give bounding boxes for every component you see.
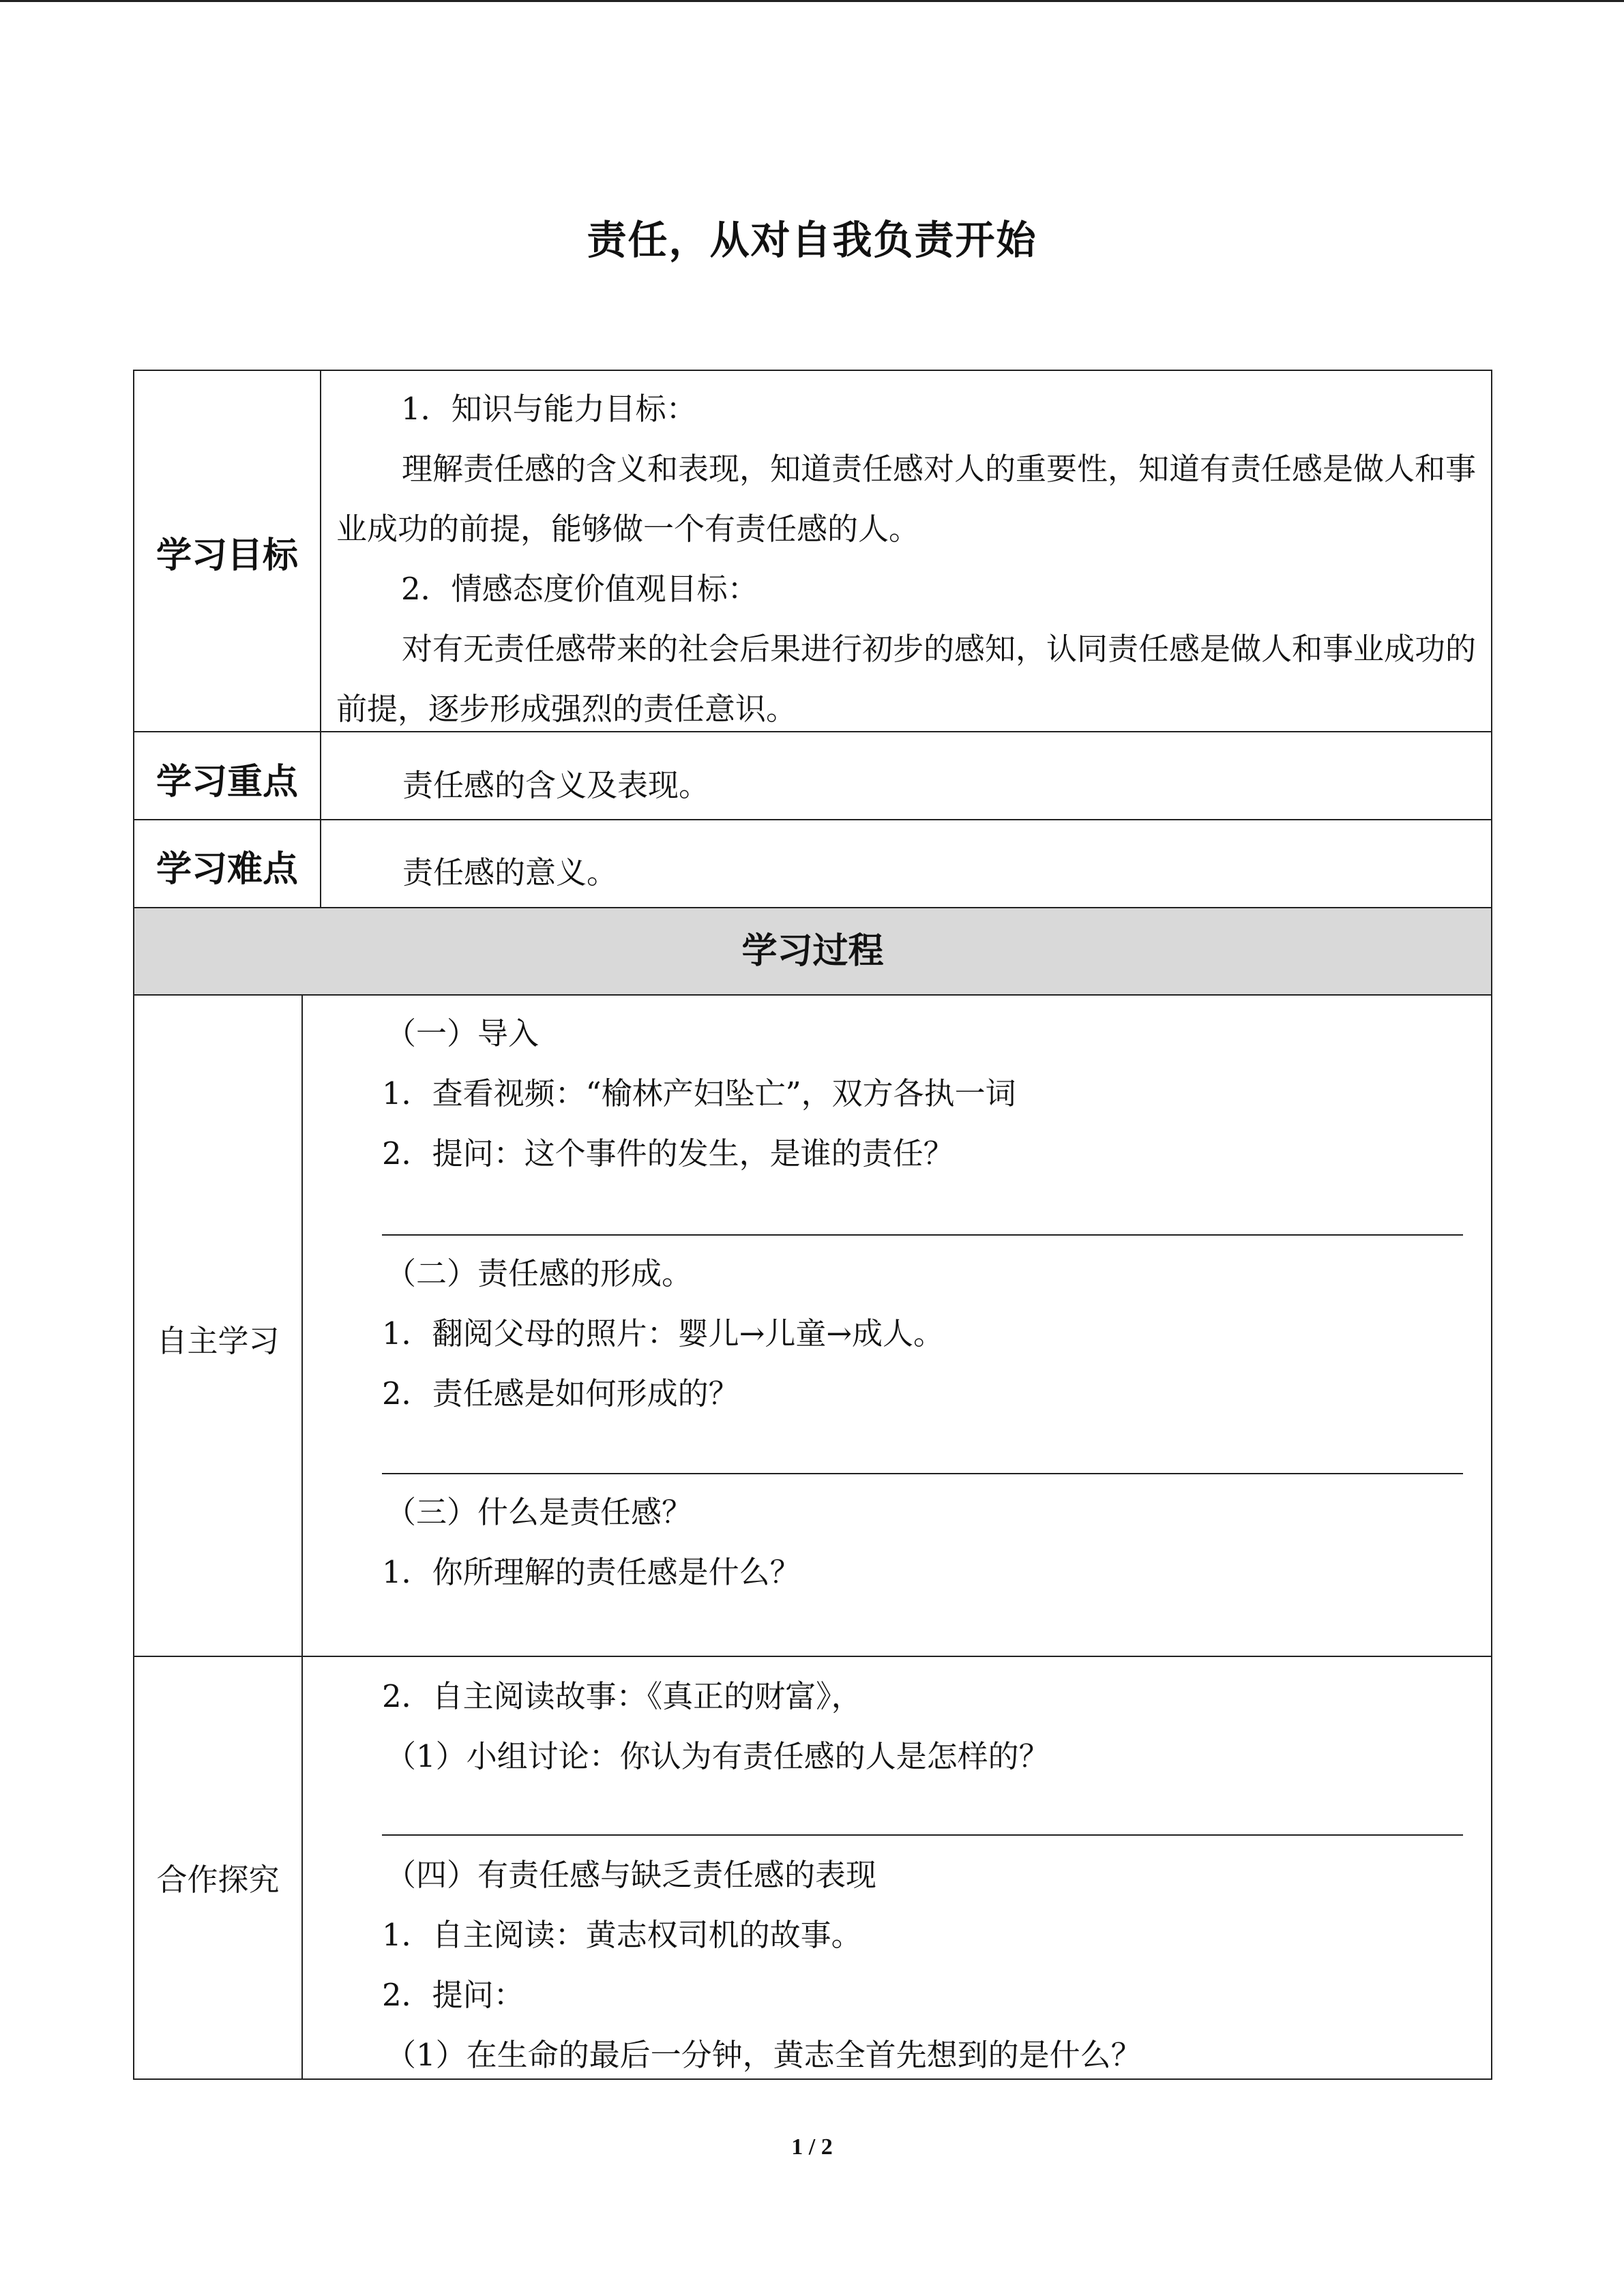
section-heading: （一）导入: [385, 1015, 540, 1052]
self-study-label: 自主学习: [156, 1323, 280, 1359]
list-item: 2．提问：: [382, 1977, 525, 2013]
list-item: 2．提问：这个事件的发生，是谁的责任？: [382, 1135, 954, 1172]
list-item: （1）小组讨论：你认为有责任感的人是怎样的？: [385, 1738, 1050, 1774]
answer-line: [382, 1473, 1463, 1474]
objective-heading-emotion: 2．情感态度价值观目标：: [401, 571, 758, 607]
key-point-text: 责任感的含义及表现。: [402, 767, 710, 803]
objectives-label: 学习目标: [156, 535, 298, 576]
cooperative-label: 合作探究: [156, 1862, 280, 1898]
list-item: 1．自主阅读：黄志权司机的故事。: [382, 1917, 862, 1953]
objectives-column-divider: [320, 370, 321, 908]
objective-knowledge-text: 理解责任感的含义和表现，知道责任感对人的重要性，知道有责任感是做人和事业成功的前提，能够做一个有责任感的人。: [336, 451, 1477, 547]
list-item: （1）在生命的最后一分钟，黄志全首先想到的是什么？: [385, 2037, 1142, 2073]
row-divider: [133, 819, 1492, 820]
objective-emotion-text: 对有无责任感带来的社会后果进行初步的感知，认同责任感是做人和事业成功的前提，逐步形成强烈的责任意识。: [336, 631, 1477, 727]
list-item: 2．自主阅读故事：《真正的财富》，: [382, 1678, 862, 1714]
row-divider: [133, 1656, 1492, 1657]
answer-line: [382, 1834, 1463, 1836]
key-point-label: 学习重点: [156, 762, 298, 803]
process-column-divider: [301, 994, 303, 2080]
list-item: 2．责任感是如何形成的？: [382, 1375, 739, 1412]
difficulty-text: 责任感的意义。: [402, 854, 618, 891]
section-heading: （三）什么是责任感？: [385, 1494, 693, 1530]
list-item: 1．翻阅父母的照片：婴儿→儿童→成人。: [382, 1315, 945, 1352]
answer-line: [382, 1234, 1463, 1236]
section-heading: （四）有责任感与缺乏责任感的表现: [385, 1857, 877, 1893]
objective-heading-knowledge: 1．知识与能力目标：: [401, 391, 697, 427]
section-heading: （二）责任感的形成。: [385, 1255, 693, 1292]
page-top-border: [0, 0, 1624, 2]
page-number: 1 / 2: [791, 2134, 833, 2160]
list-item: 1．查看视频：“榆林产妇坠亡”，双方各执一词: [382, 1075, 1016, 1112]
document-title: 责任，从对自我负责开始: [587, 217, 1037, 263]
difficulty-label: 学习难点: [156, 849, 298, 890]
list-item: 1．你所理解的责任感是什么？: [382, 1554, 801, 1590]
process-header: 学习过程: [133, 908, 1492, 994]
